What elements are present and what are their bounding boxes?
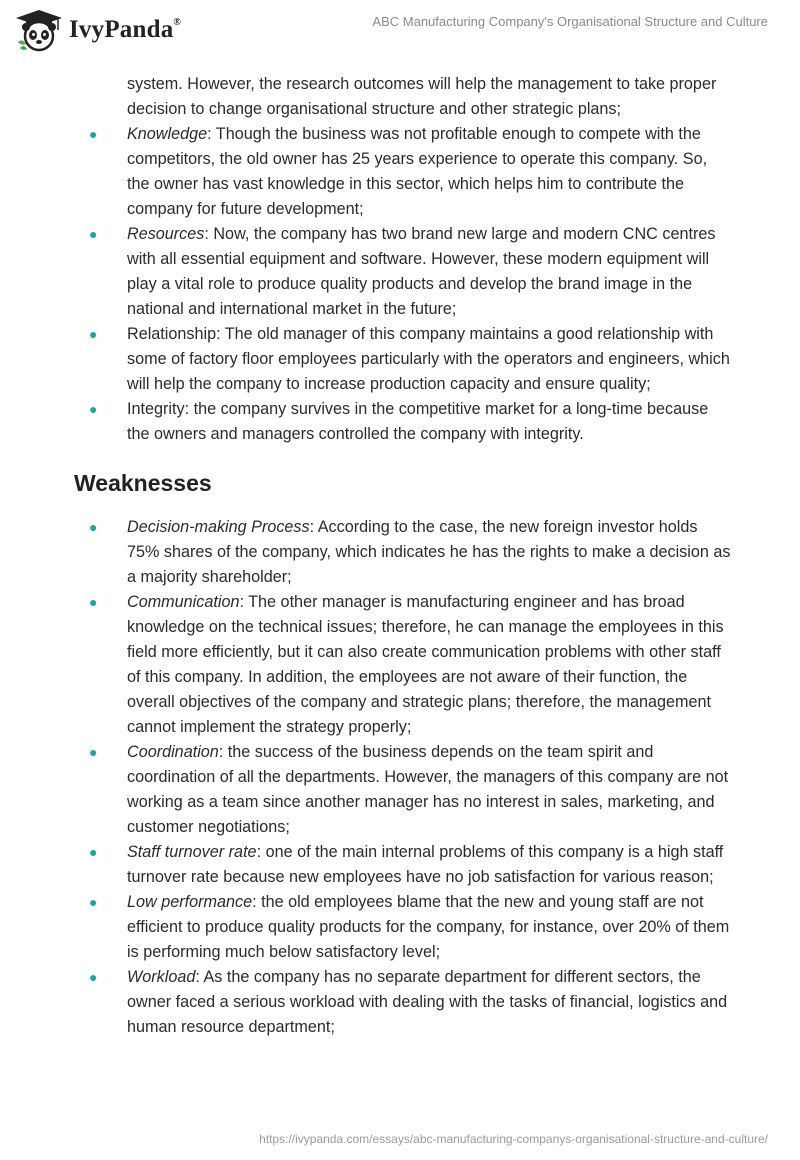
list-item: [74, 890, 734, 965]
item-text: Relationship: The old manager of this company maintains a good relationship with some of factory floor employees particularly with the operators and engineers, which will help the company to increase production capacity and ensure quality;: [127, 325, 730, 393]
bullet-icon: ●: [89, 844, 98, 860]
list-item: [74, 122, 734, 222]
panda-graduate-icon: [14, 8, 64, 52]
list-item: [74, 740, 734, 840]
item-text: : Though the business was not profitable enough to compete with the competitors, the old owner has 25 years experience to operate this company. So, the owner has vast knowledge in this sector, which helps him to contribute the company for future development;: [127, 125, 708, 218]
source-url[interactable]: https://ivypanda.com/essays/abc-manufacturing-companys-organisational-structure-and-culture/: [259, 1132, 768, 1146]
bullet-icon: ●: [89, 401, 98, 417]
bullet-icon: ●: [89, 894, 98, 910]
list-item: [74, 322, 734, 397]
item-text: : Now, the company has two brand new large and modern CNC centres with all essential equipment and software. However, these modern equipment will play a vital role to produce quality products and develop the brand image in the national and international market in the future;: [127, 225, 716, 318]
bullet-icon: ●: [89, 969, 98, 985]
item-text: : one of the main internal problems of this company is a high staff turnover rate because new employees have no job satisfaction for various reason;: [127, 843, 724, 886]
ivypanda-logo[interactable]: [14, 8, 181, 52]
item-text: : As the company has no separate department for different sectors, the owner faced a serious workload with dealing with the tasks of financial, logistics and human resource department;: [127, 968, 728, 1036]
item-term: Low performance: [127, 893, 253, 911]
section-heading-weaknesses: Weaknesses: [74, 470, 212, 496]
item-term: Coordination: [127, 743, 219, 761]
document-title: ABC Manufacturing Company's Organisational Structure and Culture: [372, 14, 768, 29]
item-text: : The other manager is manufacturing engineer and has broad knowledge on the technical issues; therefore, he can manage the employees in this field more efficiently, but it can also create communication problems with other staff of this company. In addition, the employees are not aware of their function, the overall objectives of the company and strategic plans; therefore, the management cannot implement the strategy properly;: [127, 593, 724, 736]
brand-name: IvyPanda: [69, 16, 174, 43]
item-term: Knowledge: [127, 125, 208, 143]
item-term: Workload: [127, 968, 196, 986]
item-term: Staff turnover rate: [127, 843, 257, 861]
bullet-icon: ●: [89, 326, 98, 342]
list-item: [74, 222, 734, 322]
list-item: [74, 397, 734, 447]
strength-continuation: system. However, the research outcomes will help the management to take proper decision to change organisational structure and other strategic plans;: [127, 75, 717, 118]
bullet-icon: ●: [89, 744, 98, 760]
item-text: Integrity: the company survives in the competitive market for a long-time because the owners and managers controlled the company with integrity.: [127, 400, 709, 443]
list-item: [74, 840, 734, 890]
strengths-list: [74, 122, 734, 447]
essay-content: [74, 72, 734, 1040]
list-item: [74, 965, 734, 1040]
list-item: [74, 515, 734, 590]
bullet-icon: ●: [89, 519, 98, 535]
item-text: : the success of the business depends on the team spirit and coordination of all the departments. However, the managers of this company are not working as a team since another manager has no interest in sales, marketing, and customer negotiations;: [127, 743, 729, 836]
bullet-icon: ●: [89, 594, 98, 610]
item-term: Resources: [127, 225, 205, 243]
weaknesses-list: [74, 515, 734, 1040]
bullet-icon: ●: [89, 226, 98, 242]
item-text: : the old employees blame that the new and young staff are not efficient to produce quality products for the company, for instance, over 20% of them is performing much below satisfactory level;: [127, 893, 730, 961]
page-header: [0, 0, 800, 60]
item-text: : According to the case, the new foreign investor holds 75% shares of the company, which indicates he has the rights to make a decision as a majority shareholder;: [127, 518, 731, 586]
bullet-icon: ●: [89, 126, 98, 142]
registered-mark: ®: [173, 17, 182, 28]
item-term: Communication: [127, 593, 240, 611]
list-item: [74, 590, 734, 740]
item-term: Decision-making Process: [127, 518, 310, 536]
